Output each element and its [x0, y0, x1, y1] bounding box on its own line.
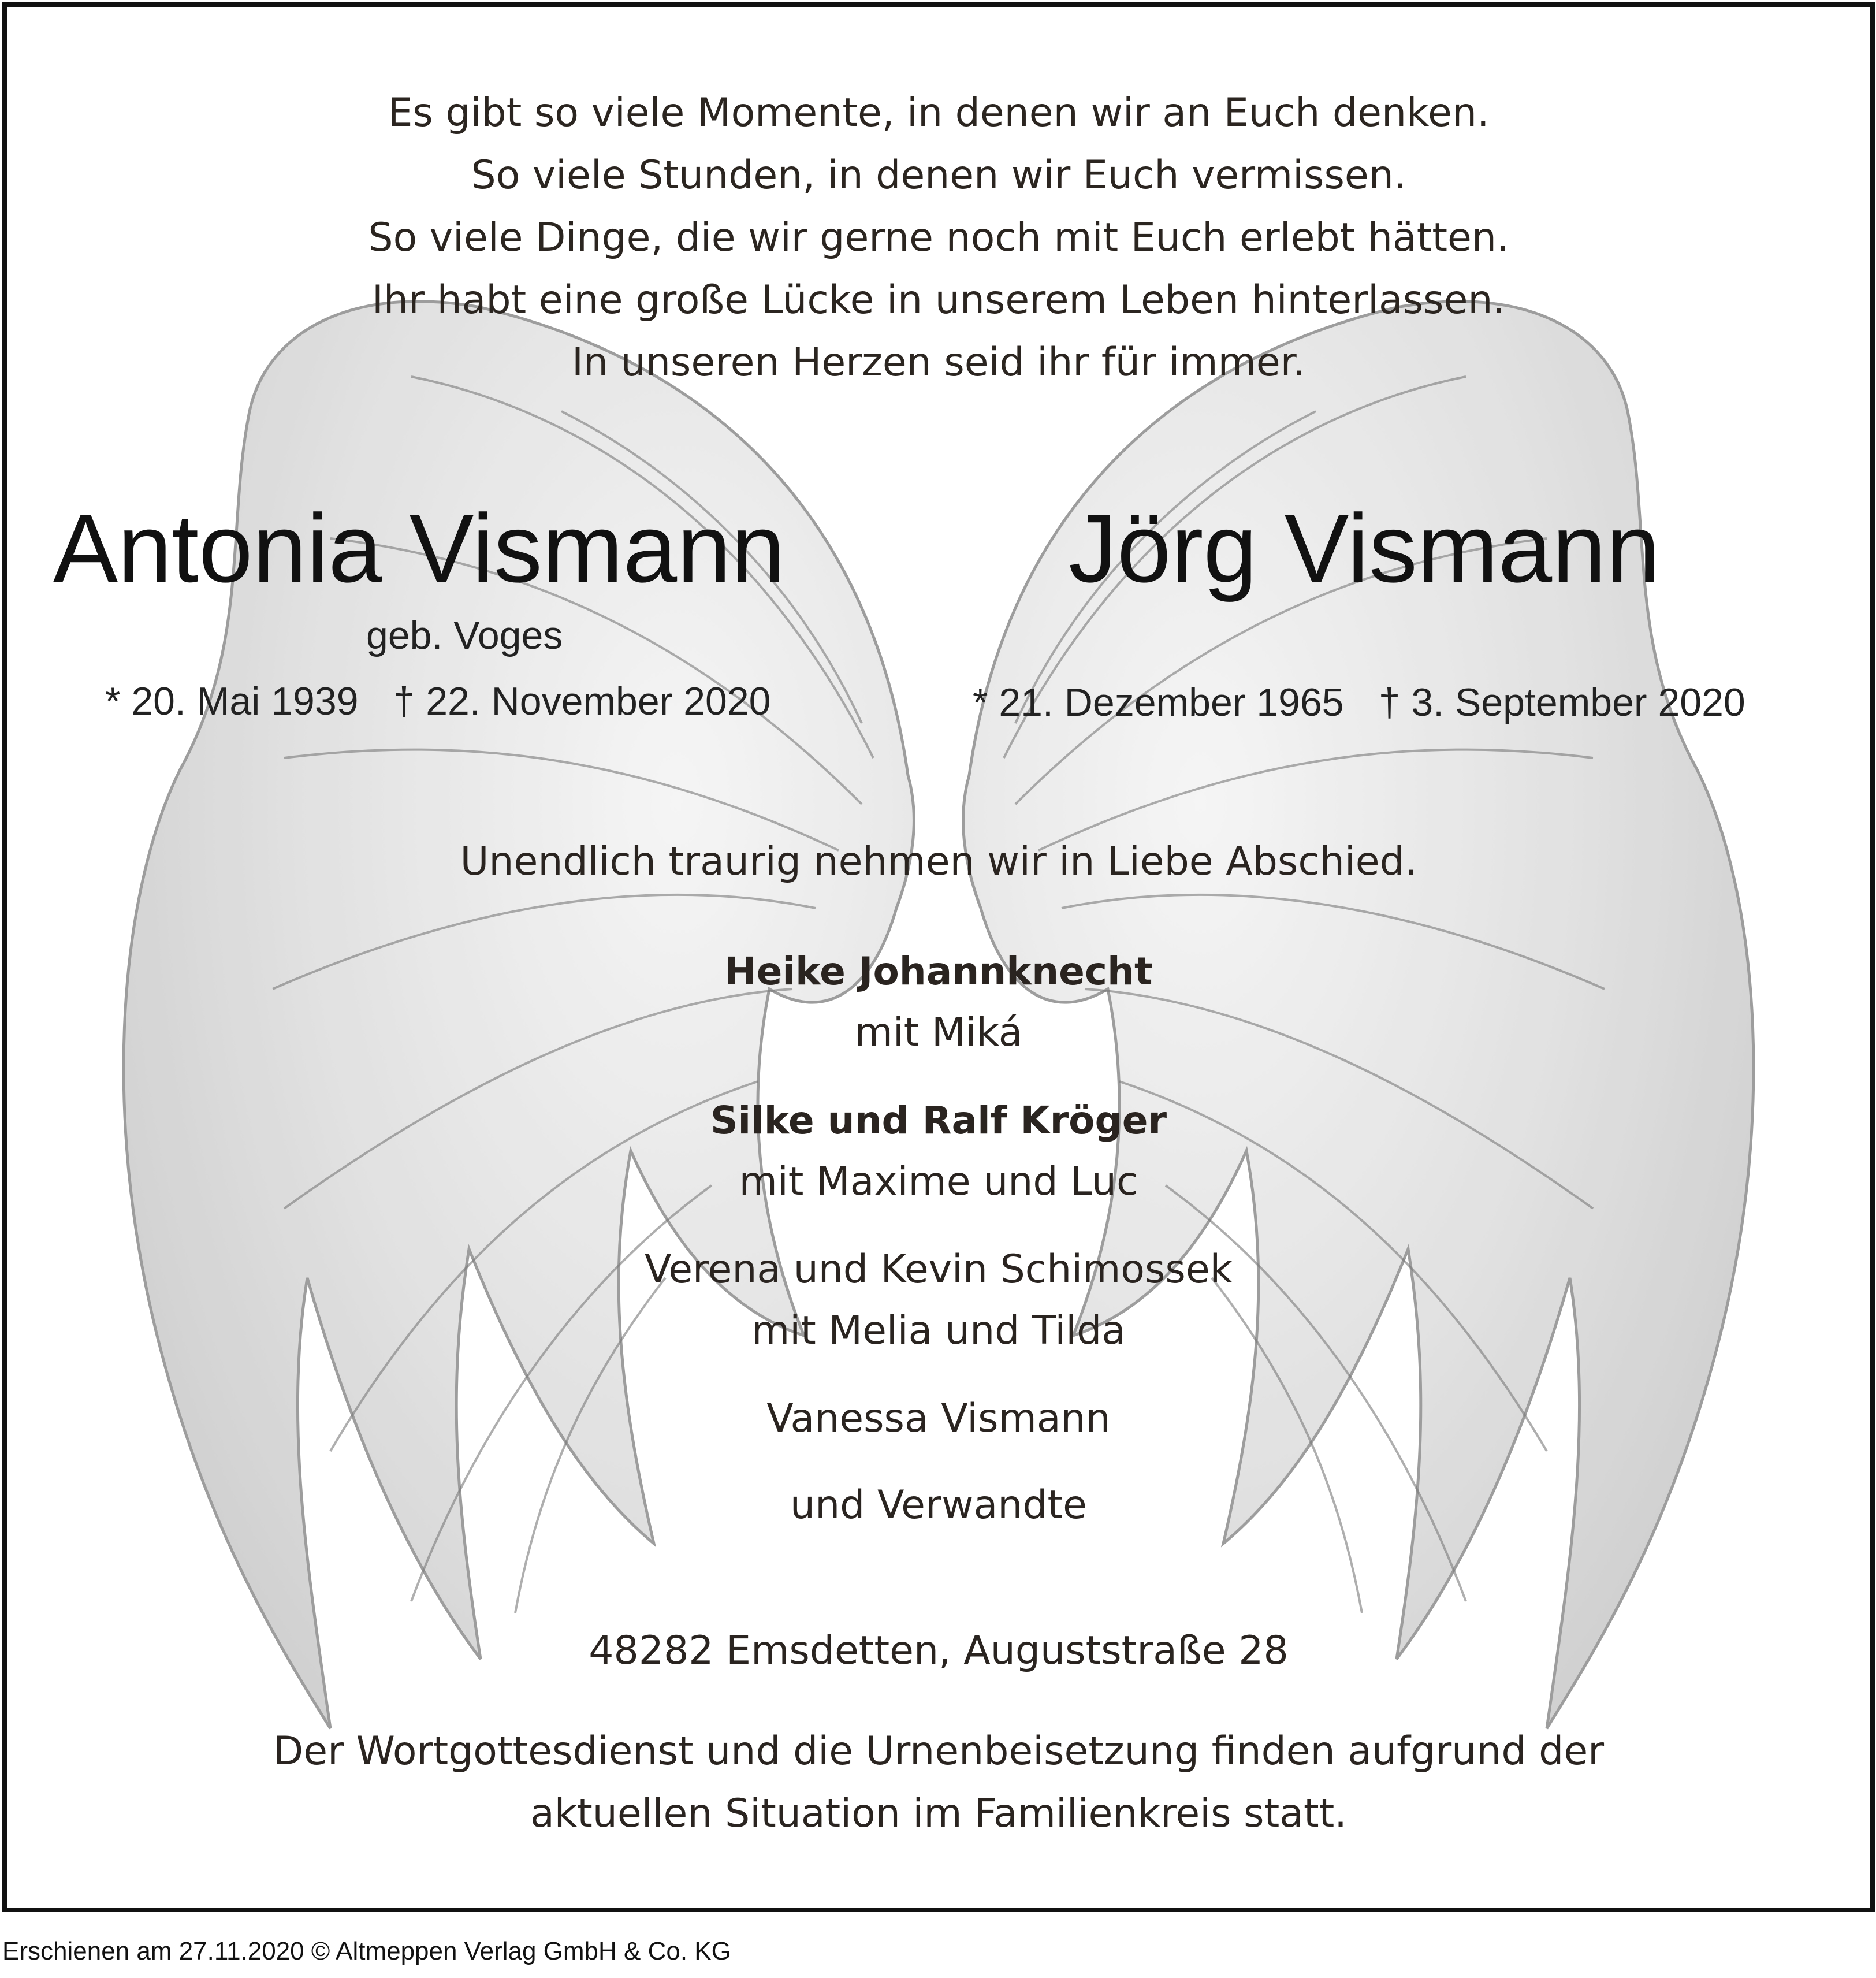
- note-line: aktuellen Situation im Familienkreis statt.: [530, 1791, 1347, 1836]
- mourner-name: Heike Johannknecht: [724, 949, 1153, 994]
- death-date: † 22. November 2020: [393, 679, 771, 723]
- deceased-name-antonia: Antonia Vismann: [53, 494, 786, 603]
- birth-date: * 20. Mai 1939: [105, 679, 359, 723]
- mourner-name: Vanessa Vismann: [766, 1396, 1111, 1441]
- verse-line: In unseren Herzen seid ihr für immer.: [571, 340, 1306, 385]
- obituary-notice: [2, 2, 1875, 1912]
- publication-footer: Erschienen am 27.11.2020 © Altmeppen Verlag GmbH & Co. KG: [2, 1937, 731, 1965]
- mourner-children: mit Maxime und Luc: [739, 1159, 1138, 1204]
- death-date: † 3. September 2020: [1378, 681, 1745, 724]
- dates-joerg: [973, 679, 1745, 726]
- verse-line: So viele Stunden, in denen wir Euch vermissen.: [471, 153, 1406, 198]
- mourner-children: mit Miká: [854, 1010, 1023, 1055]
- deceased-name-joerg: Jörg Vismann: [1069, 494, 1661, 603]
- farewell-line: Unendlich traurig nehmen wir in Liebe Abschied.: [460, 839, 1417, 884]
- dates-antonia: [105, 678, 770, 724]
- birth-date: * 21. Dezember 1965: [973, 681, 1344, 724]
- verse-line: Ihr habt eine große Lücke in unserem Leben hinterlassen.: [371, 277, 1506, 323]
- mourner-relatives: und Verwandte: [790, 1482, 1088, 1528]
- mourner-name: Silke und Ralf Kröger: [710, 1098, 1167, 1143]
- note-line: Der Wortgottesdienst und die Urnenbeisetzung finden aufgrund der: [273, 1728, 1605, 1774]
- verse-line: So viele Dinge, die wir gerne noch mit Euch erlebt hätten.: [368, 215, 1509, 261]
- mourner-children: mit Melia und Tilda: [751, 1308, 1126, 1354]
- verse: [7, 82, 1870, 394]
- address: 48282 Emsdetten, Auguststraße 28: [589, 1628, 1289, 1674]
- mourner-name: Verena und Kevin Schimossek: [644, 1247, 1233, 1292]
- maiden-name: geb. Voges: [366, 614, 563, 657]
- service-note: [7, 1720, 1870, 1845]
- verse-line: Es gibt so viele Momente, in denen wir an Euch denken.: [388, 90, 1490, 136]
